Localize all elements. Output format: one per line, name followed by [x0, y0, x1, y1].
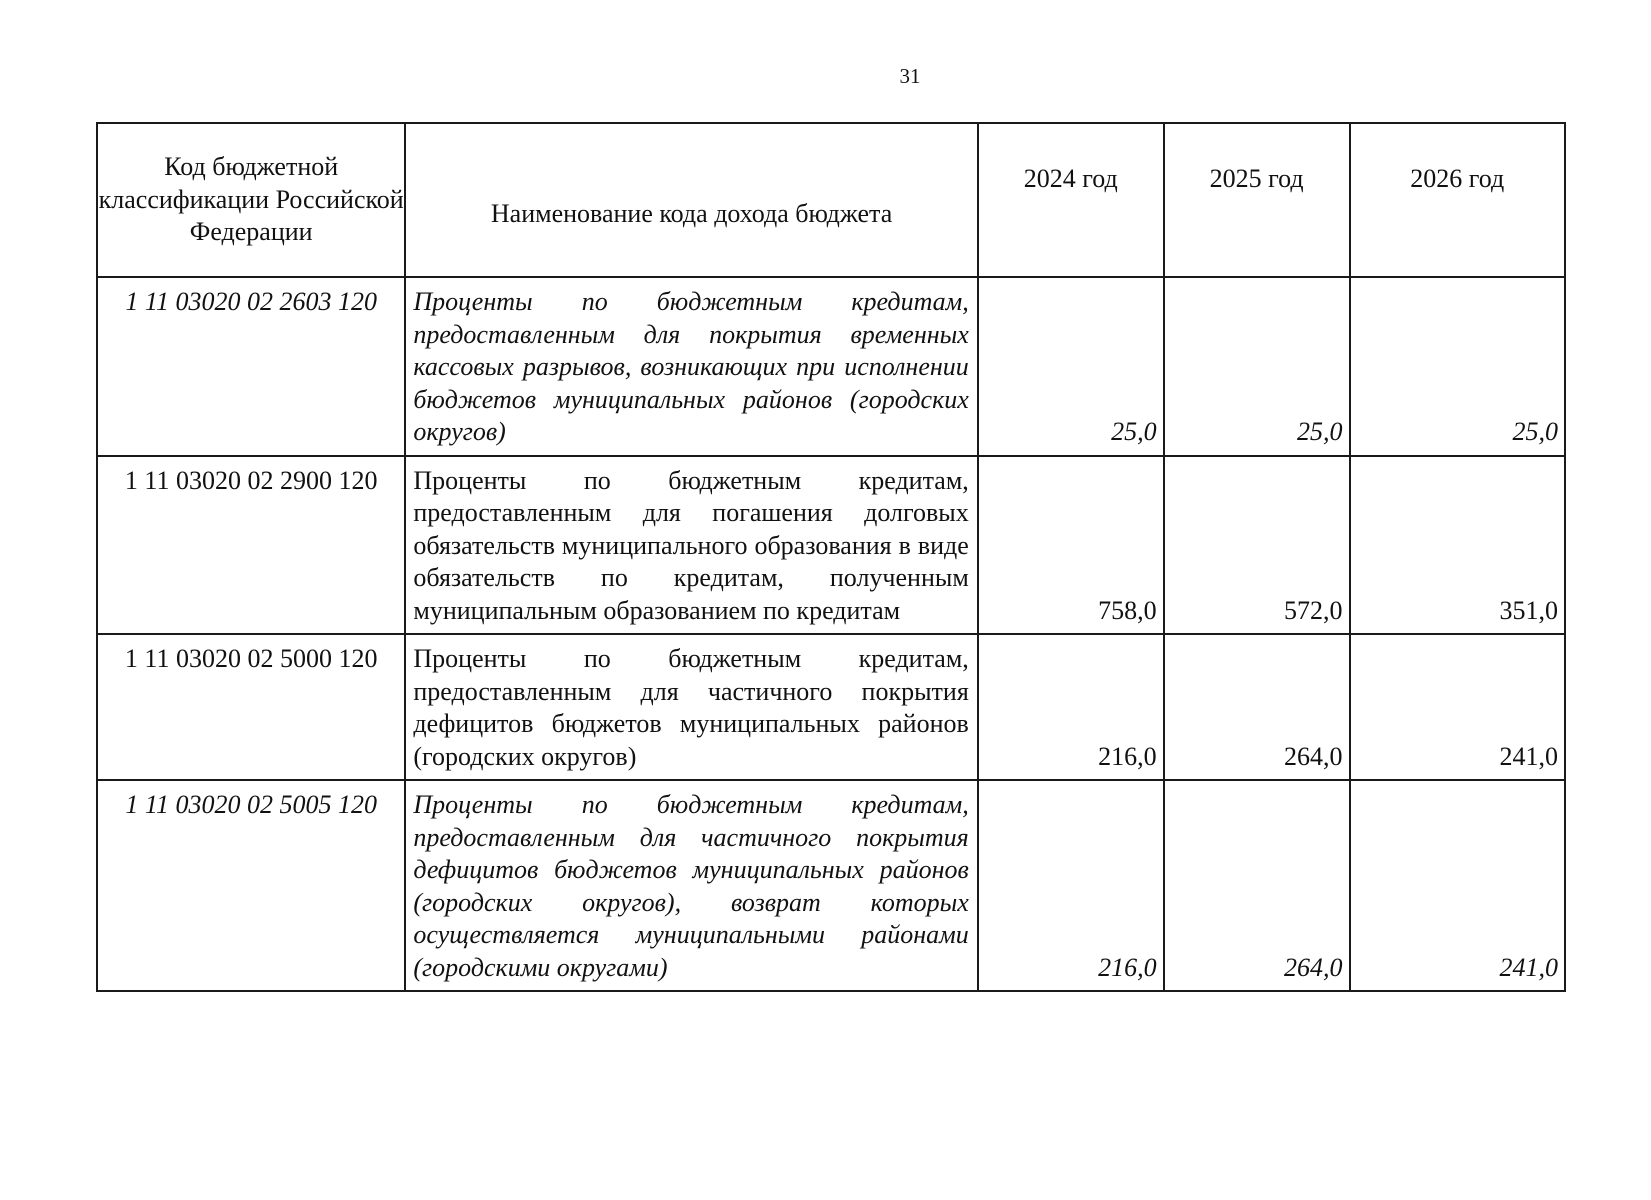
row-name: Проценты по бюджетным кредитам, предоставленным для покрытия временных кассовых разрывов, возникающих при исполнении бюджетов муниципальных районов (городских округов)	[405, 277, 977, 456]
row-name: Проценты по бюджетным кредитам, предоставленным для частичного покрытия дефицитов бюджетов муниципальных районов (городских округов), возврат которых осуществляется муниципальными районами (городскими округами)	[405, 780, 977, 991]
header-2025: 2025 год	[1164, 123, 1350, 277]
row-value-2024: 216,0	[978, 634, 1164, 780]
row-value-2026: 351,0	[1350, 456, 1565, 635]
header-code: Код бюджетной классификации Российской Федерации	[97, 123, 405, 277]
page-number: 31	[899, 64, 921, 88]
row-value-2026: 241,0	[1350, 634, 1565, 780]
row-value-2025: 572,0	[1164, 456, 1350, 635]
row-value-2024: 758,0	[978, 456, 1164, 635]
row-value-2025: 264,0	[1164, 780, 1350, 991]
budget-income-table	[96, 122, 1566, 992]
row-code: 1 11 03020 02 5005 120	[97, 780, 405, 991]
header-2024: 2024 год	[978, 123, 1164, 277]
table-row	[97, 634, 1565, 780]
row-code: 1 11 03020 02 2603 120	[97, 277, 405, 456]
row-code: 1 11 03020 02 5000 120	[97, 634, 405, 780]
table-row	[97, 456, 1565, 635]
row-value-2024: 216,0	[978, 780, 1164, 991]
table-header-row	[97, 123, 1565, 277]
row-value-2026: 241,0	[1350, 780, 1565, 991]
row-value-2024: 25,0	[978, 277, 1164, 456]
row-name: Проценты по бюджетным кредитам, предоставленным для частичного покрытия дефицитов бюджетов муниципальных районов (городских округов)	[405, 634, 977, 780]
row-code: 1 11 03020 02 2900 120	[97, 456, 405, 635]
header-2026: 2026 год	[1350, 123, 1565, 277]
row-value-2025: 25,0	[1164, 277, 1350, 456]
row-name: Проценты по бюджетным кредитам, предоставленным для погашения долговых обязательств муниципального образования в виде обязательств по кредитам, полученным муниципальным образованием по кредитам	[405, 456, 977, 635]
table-row	[97, 277, 1565, 456]
table-row	[97, 780, 1565, 991]
header-name: Наименование кода дохода бюджета	[405, 123, 977, 277]
row-value-2026: 25,0	[1350, 277, 1565, 456]
row-value-2025: 264,0	[1164, 634, 1350, 780]
